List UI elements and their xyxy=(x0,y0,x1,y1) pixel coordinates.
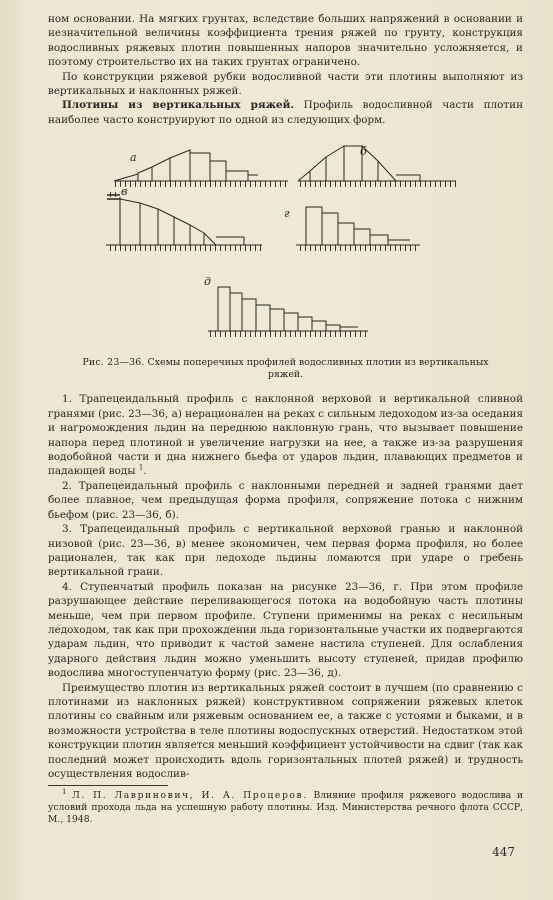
page-number: 447 xyxy=(492,845,515,859)
section-heading: Плотины из вертикальных ряжей. xyxy=(62,99,294,112)
profile-d xyxy=(204,275,368,337)
label-g: г xyxy=(284,207,290,221)
figure-caption xyxy=(78,357,493,380)
profile-a xyxy=(114,150,288,187)
item-1 xyxy=(48,392,523,478)
item-1-text: 1. Трапецеидальный профиль с наклонной верховой и вертикальной сливной гранями (рис. 23—36, а) нерационален на реках с сильным ледоходом из-за оседания и нагромождения льдин на переднюю наклонную грань, что вызывает повышение напора перед плотиной и увеличение нагрузки на нее, а также из-за разрушения водобойной части и дна нижнего бьефа от ударов льдин, плавающих предметов и падающей воды xyxy=(48,393,523,478)
section-paragraph xyxy=(48,98,523,127)
footnote xyxy=(48,790,523,825)
footnote-ref: 1 xyxy=(138,464,144,472)
item-4: 4. Ступенчатый профиль показан на рисунке 23—36, г. При этом профиле разрушающее действие переливающегося потока на водобойную часть плотины меньше, чем при первом профиле. Ступени применимы на реках с несильным ледоходом, так как при прохождении льда горизонтальные участки их подвергаются ударам льдин, что приводит к частой замене настила ступеней. Для ослабления ударного действия льдин можно уменьшить высоту ступеней, придав профилю водослива многоступенчатую форму (рис. 23—36, д). xyxy=(48,580,523,680)
profile-v xyxy=(106,185,262,251)
section-text: Профиль водосливной части плотин наиболее часто конструируют по одной из следующих форм. xyxy=(48,99,523,126)
label-a: а xyxy=(130,151,137,165)
profile-g xyxy=(284,207,420,251)
advantages-paragraph: Преимущество плотин из вертикальных ряжей состоит в лучшем (по сравнению с плотинами из наклонных ряжей) конструктивном сопряжении ряжевых клеток плотины со свайным или ряжевым основанием ее, а также с устоями и быками, и в возможности устройства в теле плотины водоспускных отверстий. Недостатком этой конструкции плотин является меньший коэффициент устойчивости на сдвиг (так как последний может происходить вдоль горизонтальных плотей ряжей) и трудность осуществления водослив- xyxy=(48,681,523,780)
intro-paragraph-1: ном основании. На мягких грунтах, вследствие больших напряжений в основании и незначительной величины коэффициента трения ряжей по грунту, конструкция водосливных ряжевых плотин повышенных напоров значительно усложняется, и поэтому строительство их на таких грунтах ограничено. xyxy=(48,13,523,69)
footnote-divider xyxy=(48,785,168,786)
item-2: 2. Трапецеидальный профиль с наклонными передней и задней гранями дает более плавное, чем предыдущая форма профиля, сопряжение потока с нижним бьефом (рис. 23—36, б). xyxy=(48,479,523,521)
label-d: д xyxy=(204,275,211,289)
intro-paragraph-2: По конструкции ряжевой рубки водосливной части эти плотины выполняют из вертикальных и наклонных ряжей. xyxy=(48,70,523,98)
figure-23-36 xyxy=(48,137,523,351)
footnote-mark: 1 xyxy=(62,788,67,797)
label-b: б xyxy=(360,145,367,159)
item-1-end: . xyxy=(143,465,147,478)
profile-b xyxy=(298,145,456,187)
footnote-authors: Л. П. Лавринович, И. А. Процеров. xyxy=(72,790,308,802)
caption-text: Схемы поперечных профилей водосливных плотин из вертикальных ряжей. xyxy=(144,357,489,380)
label-v: в xyxy=(121,185,128,199)
item-3: 3. Трапецеидальный профиль с вертикальной верховой гранью и наклонной низовой (рис. 23—36, в) менее экономичен, чем первая форма профиля, но более рационален, так как при ледоходе льдины ломаются при ударе о гребень вертикальной грани. xyxy=(48,523,523,579)
profile-schemes-diagram xyxy=(48,137,523,351)
caption-number: Рис. 23—36. xyxy=(82,357,145,369)
footnote-text: Влияние профиля ряжевого водослива и условий прохода льда на успешную работу плотины. Изд. Министерства речного флота СССР, М., 1948. xyxy=(48,790,524,825)
